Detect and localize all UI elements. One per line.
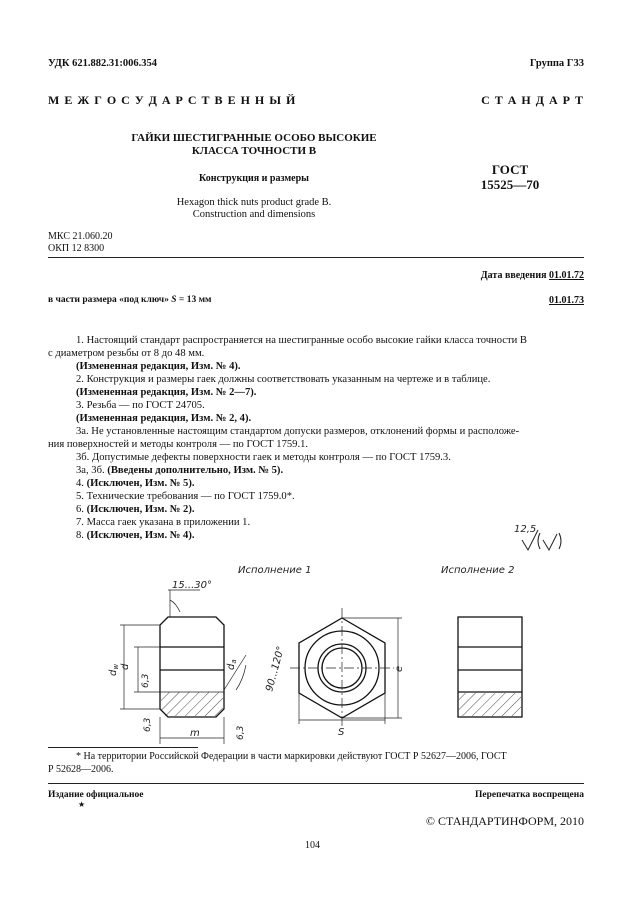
reprint-notice: Перепечатка воспрещена bbox=[474, 790, 584, 800]
dim-dw bbox=[108, 664, 120, 676]
para-3b2: 3б. Допустимые дефекты поверхности гаек и методы контроля — по ГОСТ 1759.3. bbox=[76, 452, 451, 463]
para-1b: с диаметром резьбы от 8 до 48 мм. bbox=[48, 348, 205, 359]
variant-1-label: Исполнение 1 bbox=[238, 565, 312, 576]
dim-chamfer-2: 6,3 bbox=[143, 717, 153, 732]
dim-e: e bbox=[394, 665, 405, 672]
dim-da-sub: a bbox=[230, 659, 238, 664]
para-5: 5. Технические требования — по ГОСТ 1759.0*. bbox=[76, 491, 295, 502]
dim-d: d bbox=[120, 663, 131, 670]
angle-90-120: 90...120° bbox=[264, 645, 287, 693]
standard-label: С Т А Н Д А Р Т bbox=[481, 93, 584, 107]
dim-da bbox=[226, 659, 238, 670]
para-1a: 1. Настоящий стандарт распространяется на шестигранные особо высокие гайки класса точности В bbox=[76, 335, 527, 346]
english-title-2: Construction and dimensions bbox=[192, 209, 316, 220]
thread-hatch-2 bbox=[459, 693, 521, 716]
mks-code: МКС 21.060.20 bbox=[48, 231, 113, 242]
subtitle: Конструкция и размеры bbox=[199, 173, 309, 184]
dim-dw-d: d bbox=[108, 669, 119, 676]
size-date: 01.01.73 bbox=[549, 295, 584, 306]
page-number: 104 bbox=[305, 840, 320, 851]
para-3a: 3. Резьба — по ГОСТ 24705. bbox=[76, 400, 205, 411]
para-6-text: (Исключен, Изм. № 2). bbox=[86, 504, 195, 515]
official-edition: Издание официальное bbox=[48, 790, 144, 800]
angle-15-30: 15...30° bbox=[172, 580, 212, 591]
divider-bottom bbox=[48, 783, 584, 784]
dim-da-d: d bbox=[226, 663, 237, 670]
para-2b: (Измененная редакция, Изм. № 2—7). bbox=[76, 387, 257, 398]
title-line-1: ГАЙКИ ШЕСТИГРАННЫЕ ОСОБО ВЫСОКИЕ bbox=[131, 132, 377, 144]
para-8-num: 8. bbox=[76, 530, 84, 541]
variant-2-label: Исполнение 2 bbox=[441, 565, 515, 576]
para-3ab: ния поверхностей и методы контроля — по ГОСТ 1759.1. bbox=[48, 439, 309, 450]
star-icon: ★ bbox=[78, 800, 86, 809]
para-3b: (Измененная редакция, Изм. № 2, 4). bbox=[76, 413, 252, 424]
copyright: © СТАНДАРТИНФОРМ, 2010 bbox=[425, 814, 584, 828]
gost-number: 15525—70 bbox=[480, 177, 540, 192]
udk-code: УДК 621.882.31:006.354 bbox=[48, 58, 157, 69]
okp-code: ОКП 12 8300 bbox=[48, 243, 105, 254]
dimension-lines-2 bbox=[290, 608, 402, 728]
para-8-text: (Исключен, Изм. № 4). bbox=[86, 530, 195, 541]
para-1c: (Измененная редакция, Изм. № 4). bbox=[76, 361, 241, 372]
intro-date-label: Дата введения bbox=[480, 270, 547, 281]
para-6-num: 6. bbox=[76, 504, 84, 515]
footnote-line-1: * На территории Российской Федерации в части маркировки действуют ГОСТ Р 52627—2006, ГОСТ bbox=[76, 751, 507, 762]
footnote-divider bbox=[48, 747, 198, 748]
gost-label: ГОСТ bbox=[491, 162, 529, 177]
english-title-1: Hexagon thick nuts product grade B. bbox=[176, 197, 332, 208]
para-2a: 2. Конструкция и размеры гаек должны соответствовать указанным на чертеже и в таблице. bbox=[76, 374, 491, 385]
dim-m: m bbox=[190, 728, 200, 739]
para-7: 7. Масса гаек указана в приложении 1. bbox=[76, 517, 251, 528]
interstate-label: М Е Ж Г О С У Д А Р С Т В Е Н Н Ы Й bbox=[48, 93, 297, 107]
size-var: S bbox=[171, 295, 177, 305]
dim-s: S bbox=[338, 727, 345, 738]
para-3ab-note-num: 3а, 3б. bbox=[76, 465, 105, 476]
para-3aa: 3а. Не установленные настоящим стандартом допуски размеров, отклонений формы и расположе- bbox=[76, 426, 520, 437]
dim-dw-sub: w bbox=[112, 663, 120, 670]
size-note-label: в части размера «под ключ» bbox=[48, 295, 169, 305]
size-value: = 13 мм bbox=[178, 295, 212, 305]
para-4-num: 4. bbox=[76, 478, 84, 489]
thread-hatch-1 bbox=[161, 692, 223, 716]
title-line-2: КЛАССА ТОЧНОСТИ В bbox=[191, 145, 317, 157]
intro-date-value: 01.01.72 bbox=[549, 270, 584, 281]
roughness-value: 12,5 bbox=[514, 524, 537, 535]
para-3ab-note-text: (Введены дополнительно, Изм. № 5). bbox=[107, 465, 284, 476]
footnote-line-2: Р 52628—2006. bbox=[48, 764, 114, 775]
para-4-text: (Исключен, Изм. № 5). bbox=[86, 478, 195, 489]
group-code: Группа Г33 bbox=[529, 58, 584, 69]
dim-chamfer-3: 6,3 bbox=[236, 725, 246, 740]
dim-chamfer-1: 6,3 bbox=[141, 673, 151, 688]
